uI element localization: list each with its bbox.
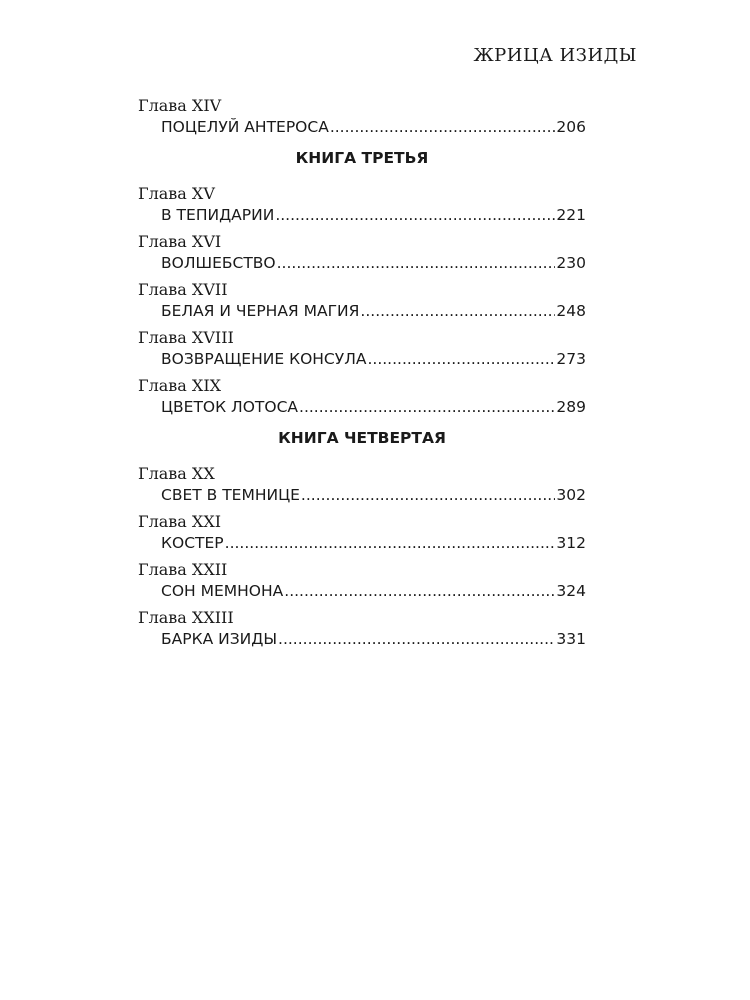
toc-line — [161, 484, 586, 506]
table-of-contents — [138, 96, 586, 656]
running-head: ЖРИЦА ИЗИДЫ — [473, 45, 637, 66]
dot-leader — [330, 116, 556, 138]
toc-entry — [138, 184, 586, 226]
toc-line — [161, 300, 586, 322]
toc-entry — [138, 96, 586, 138]
book-heading: КНИГА ЧЕТВЕРТАЯ — [278, 429, 446, 447]
toc-entry — [138, 464, 586, 506]
toc-line — [161, 628, 586, 650]
page-number: 230 — [556, 254, 586, 272]
page-number: 312 — [556, 534, 586, 552]
page-number: 221 — [556, 206, 586, 224]
page-number: 273 — [556, 350, 586, 368]
chapter-number: Глава XIV — [138, 96, 222, 115]
toc-entry — [138, 328, 586, 370]
chapter-title: СОН МЕМНОНА — [161, 582, 284, 600]
page-number: 248 — [556, 302, 586, 320]
toc-entry — [138, 376, 586, 418]
toc-line — [161, 252, 586, 274]
toc-entry — [138, 608, 586, 650]
chapter-title: ПОЦЕЛУЙ АНТЕРОСА — [161, 118, 329, 136]
page-number: 302 — [556, 486, 586, 504]
chapter-title: ЦВЕТОК ЛОТОСА — [161, 398, 299, 416]
toc-line — [161, 580, 586, 602]
toc-line — [161, 396, 586, 418]
page-number: 206 — [556, 118, 586, 136]
toc-line — [161, 532, 586, 554]
chapter-number: Глава XXI — [138, 512, 222, 531]
chapter-title: КОСТЕР — [161, 534, 224, 552]
dot-leader — [284, 580, 555, 602]
chapter-title: БАРКА ИЗИДЫ — [161, 630, 278, 648]
chapter-number: Глава XV — [138, 184, 215, 203]
page-number: 289 — [556, 398, 586, 416]
dot-leader — [301, 484, 555, 506]
toc-line — [161, 116, 586, 138]
chapter-number: Глава XX — [138, 464, 215, 483]
toc-entry — [138, 560, 586, 602]
chapter-number: Глава XVII — [138, 280, 228, 299]
chapter-title: БЕЛАЯ И ЧЕРНАЯ МАГИЯ — [161, 302, 360, 320]
page-number: 331 — [556, 630, 586, 648]
toc-line — [161, 204, 586, 226]
chapter-title: ВОЛШЕБСТВО — [161, 254, 276, 272]
dot-leader — [275, 204, 555, 226]
dot-leader — [225, 532, 556, 554]
dot-leader — [360, 300, 555, 322]
chapter-number: Глава XVI — [138, 232, 222, 251]
chapter-number: Глава XXII — [138, 560, 228, 579]
chapter-number: Глава XXIII — [138, 608, 234, 627]
dot-leader — [299, 396, 555, 418]
chapter-title: В ТЕПИДАРИИ — [161, 206, 275, 224]
toc-entry — [138, 232, 586, 274]
book-heading: КНИГА ТРЕТЬЯ — [295, 149, 429, 167]
dot-leader — [277, 252, 556, 274]
chapter-title: ВОЗВРАЩЕНИЕ КОНСУЛА — [161, 350, 367, 368]
chapter-number: Глава XVIII — [138, 328, 234, 347]
dot-leader — [278, 628, 555, 650]
chapter-number: Глава XIX — [138, 376, 222, 395]
page-number: 324 — [556, 582, 586, 600]
dot-leader — [367, 348, 555, 370]
chapter-title: СВЕТ В ТЕМНИЦЕ — [161, 486, 300, 504]
toc-line — [161, 348, 586, 370]
toc-entry — [138, 280, 586, 322]
toc-entry — [138, 512, 586, 554]
